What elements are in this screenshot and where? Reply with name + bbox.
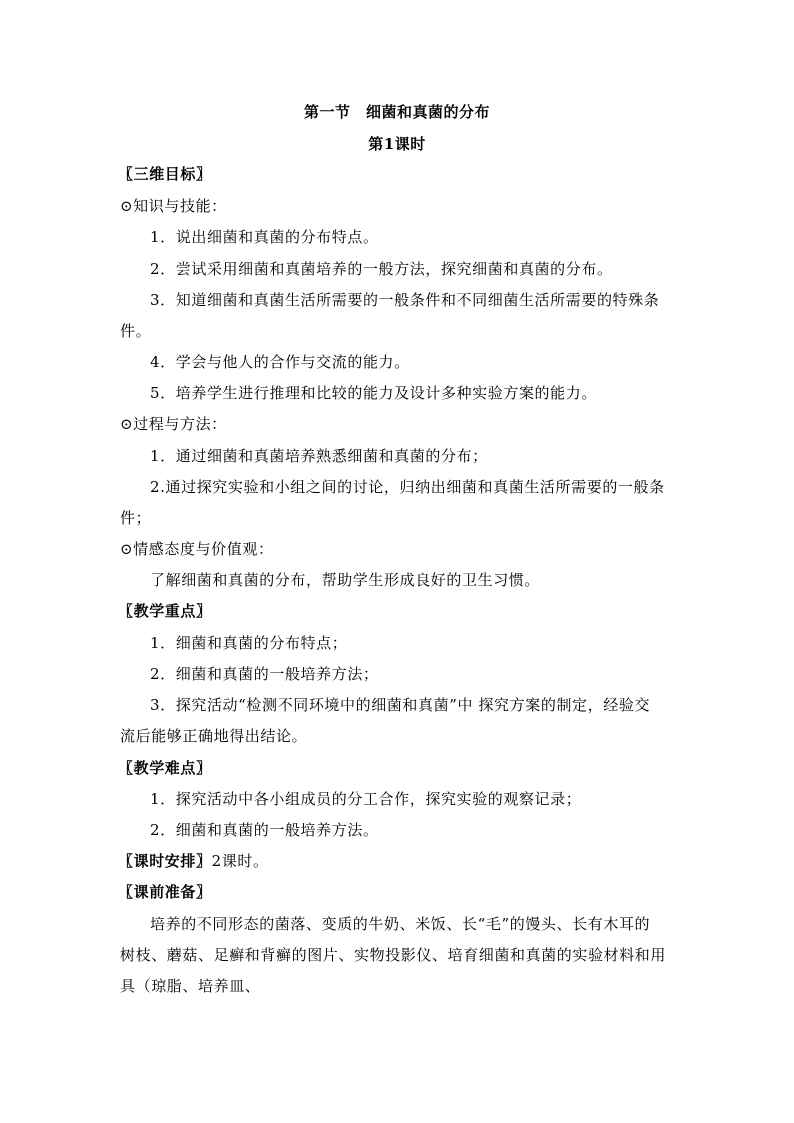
lesson-subtitle: 第1课时	[368, 135, 426, 153]
schedule-row	[118, 850, 269, 871]
process-heading: ⊙过程与方法：	[120, 415, 227, 433]
knowledge-item: 4．学会与他人的合作与交流的能力。	[150, 353, 410, 371]
process-item: 2.通过探究实验和小组之间的讨论，归纳出细菌和真菌生活所需要的一般条	[150, 478, 665, 496]
objectives-heading: 〖三维目标〗	[118, 165, 212, 183]
emotion-item: 了解细菌和真菌的分布，帮助学生形成良好的卫生习惯。	[150, 571, 541, 589]
key-point-item: 1．细菌和真菌的分布特点；	[150, 634, 348, 652]
key-point-item: 3．探究活动“检测不同环境中的细菌和真菌”中 探究方案的制定，经验交	[150, 696, 651, 714]
difficult-points-heading: 〖教学难点〗	[118, 759, 212, 777]
schedule-heading: 〖课时安排〗	[118, 852, 212, 870]
preparation-text: 培养的不同形态的菌落、变质的牛奶、米饭、长“毛”的馒头、长有木耳的	[150, 915, 651, 933]
knowledge-heading: ⊙知识与技能：	[120, 197, 227, 215]
knowledge-item: 1．说出细菌和真菌的分布特点。	[150, 228, 379, 246]
knowledge-item-continued: 件。	[120, 322, 152, 340]
schedule-value: 2课时。	[211, 852, 269, 870]
difficult-point-item: 1．探究活动中各小组成员的分工合作，探究实验的观察记录；	[150, 790, 582, 808]
key-point-item-continued: 流后能够正确地得出结论。	[120, 727, 308, 745]
knowledge-item: 5．培养学生进行推理和比较的能力及设计多种实验方案的能力。	[150, 384, 597, 402]
knowledge-item: 3．知道细菌和真菌生活所需要的一般条件和不同细菌生活所需要的特殊条	[150, 291, 660, 309]
key-points-heading: 〖教学重点〗	[118, 602, 212, 620]
key-point-item: 2．细菌和真菌的一般培养方法；	[150, 665, 379, 683]
process-item-continued: 件；	[120, 509, 152, 527]
knowledge-item: 2．尝试采用细菌和真菌培养的一般方法，探究细菌和真菌的分布。	[150, 260, 613, 278]
preparation-heading: 〖课前准备〗	[118, 883, 212, 901]
section-title: 第一节 细菌和真菌的分布	[303, 103, 490, 121]
difficult-point-item: 2．细菌和真菌的一般培养方法。	[150, 821, 379, 839]
emotion-heading: ⊙情感态度与价值观：	[120, 540, 274, 558]
process-item: 1．通过细菌和真菌培养熟悉细菌和真菌的分布；	[150, 447, 488, 465]
preparation-text-continued: 树枝、蘑菇、足癣和背癣的图片、实物投影仪、培育细菌和真菌的实验材料和用	[120, 946, 667, 964]
preparation-text-continued: 具（琼脂、培养皿、	[120, 977, 261, 995]
